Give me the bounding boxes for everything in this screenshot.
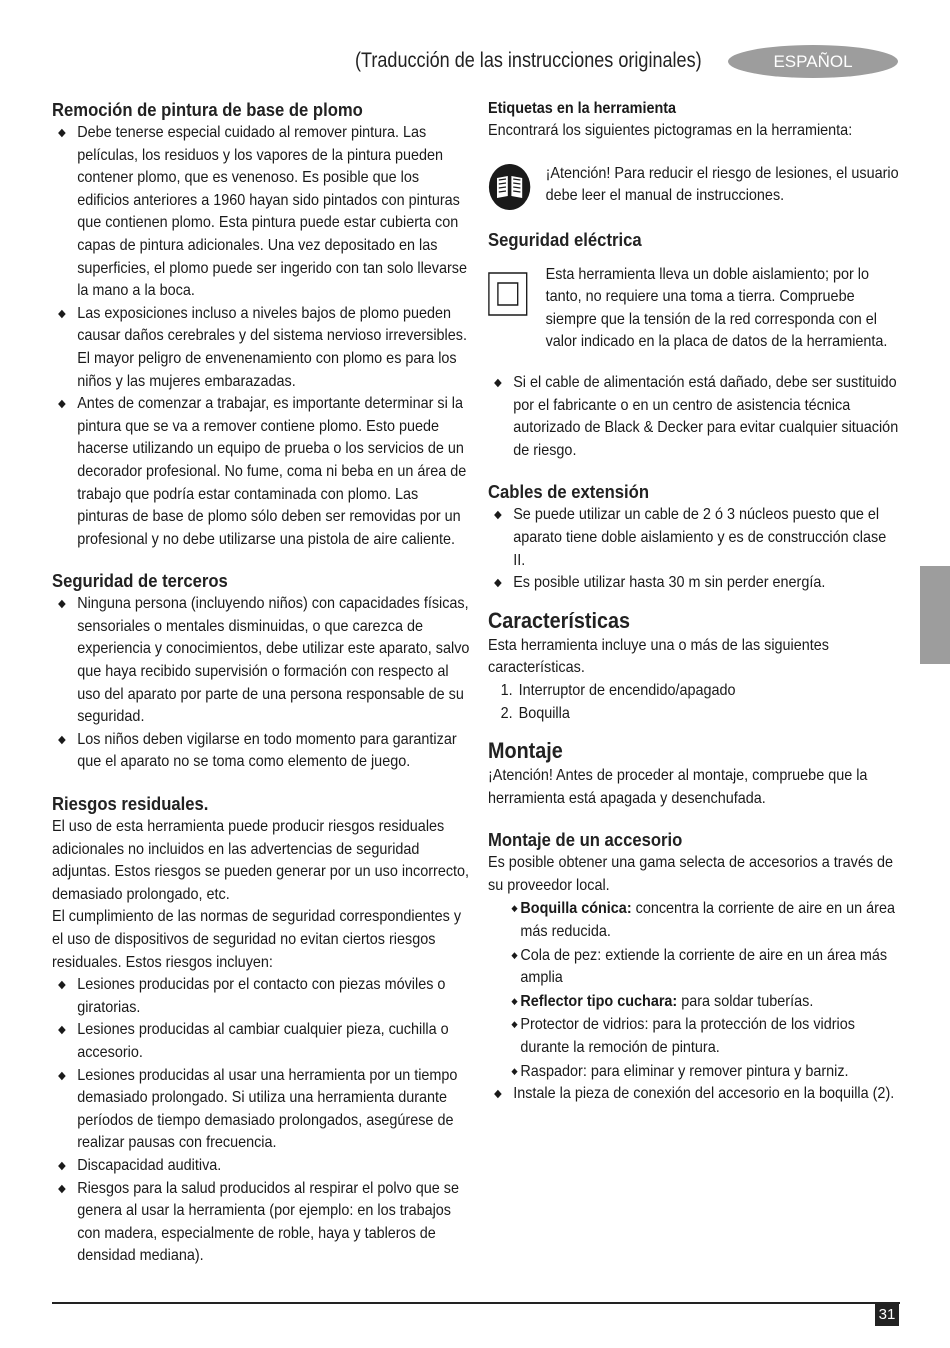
section-tab-marker	[920, 566, 950, 664]
list-item: Los niños deben vigilarse en todo momento para garantizar que el aparato no se toma como elemento de juego.	[52, 729, 471, 774]
section-heading-extension-cables: Cables de extensión	[488, 481, 650, 503]
list-item: Lesiones producidas al cambiar cualquier pieza, cuchilla o accesorio.	[52, 1019, 471, 1064]
section-heading-electrical-safety: Seguridad eléctrica	[488, 228, 642, 250]
list-item: ◆ Boquilla cónica: concentra la corriente de aire en un área más reducida.	[511, 900, 895, 941]
extension-list	[488, 504, 902, 594]
features-intro: Esta herramienta incluye una o más de las siguientes características.	[488, 636, 829, 677]
accessory-list	[488, 897, 902, 1083]
features-list	[488, 680, 902, 725]
third-party-list	[52, 593, 471, 774]
list-item: 2. Boquilla	[500, 704, 570, 722]
footer-rule	[52, 1302, 900, 1304]
list-item: Lesiones producidas al usar una herramienta por un tiempo demasiado prolongado. Si utiliza una herramienta durante períodos de tiempo demasiado prolongados, asegúrese de realizar pausas con frecuencia.	[52, 1065, 471, 1155]
read-manual-icon	[488, 163, 531, 211]
list-item: Riesgos para la salud producidos al respirar el polvo que se genera al usar la herramienta (por ejemplo: en los trabajos con madera, especialmente de roble, haya y tableros de densidad mediana).	[52, 1178, 471, 1268]
double-insulation-text: Esta herramienta lleva un doble aislamiento; por lo tanto, no requiere una toma a tierra. Compruebe siempre que la tensión de la red corresponda con el valor indicado en la placa de datos de la herramienta.	[545, 265, 888, 351]
electrical-list	[488, 372, 902, 462]
section-heading-features: Características	[488, 607, 631, 633]
list-item: ◆ Cola de pez: extiende la corriente de aire en un área más amplia	[511, 946, 888, 987]
list-item: Si el cable de alimentación está dañado, debe ser sustituido por el fabricante o en un centro de asistencia técnica autorizado de Black & Decker para evitar cualquier situación de riesgo.	[488, 372, 902, 462]
list-item: Debe tenerse especial cuidado al remover pintura. Las películas, los residuos y los vapores de la pintura pueden contener plomo, que es venenoso. Es posible que los edificios anteriores a 1960 hayan sido pintados con pinturas que contienen plomo. Esta pintura puede estar cubierta con capas de pintura adicionales. Una vez depositado en las superficies, el plomo puede ser ingerido con tan solo llevarse la mano a la boca.	[52, 122, 471, 303]
list-item: Antes de comenzar a trabajar, es importante determinar si la pintura que se va a remover contiene plomo. Esto puede hacerse utilizando un equipo de prueba o los servicios de un decorador profesional. No fume, coma ni beba en un área de trabajo que podría estar contaminada con plomo. Las pinturas de base de plomo sólo deben ser removidas por un profesional y no debe utilizarse una pistola de aire caliente.	[52, 393, 471, 551]
page-number: 31	[875, 1304, 899, 1326]
section-heading-tool-labels: Etiquetas en la herramienta	[488, 100, 677, 117]
double-insulation-icon	[488, 272, 528, 316]
left-column	[52, 98, 472, 1268]
right-column	[488, 98, 902, 1106]
accessory-intro: Es posible obtener una gama selecta de accesorios a través de su proveedor local.	[488, 854, 894, 894]
section-heading-residual-risks: Riesgos residuales.	[52, 793, 209, 815]
lead-paint-list	[52, 122, 471, 551]
list-item: Es posible utilizar hasta 30 m sin perder energía.	[488, 572, 902, 595]
document-title: (Traducción de las instrucciones originales)	[355, 49, 702, 72]
list-item: Lesiones producidas por el contacto con piezas móviles o giratorias.	[52, 974, 471, 1019]
section-heading-assembly: Montaje	[488, 738, 563, 764]
list-item: Discapacidad auditiva.	[52, 1155, 471, 1178]
assembly-warning: ¡Atención! Antes de proceder al montaje, compruebe que la herramienta está apagada y desenchufada.	[488, 767, 868, 807]
list-item: Las exposiciones incluso a niveles bajos de plomo pueden causar daños cerebrales y del sistema nervioso irreversibles. El mayor peligro de envenenamiento con plomo es para los niños y las mujeres embarazadas.	[52, 303, 471, 393]
section-heading-third-party: Seguridad de terceros	[52, 570, 228, 592]
tool-labels-intro: Encontrará los siguientes pictogramas en la herramienta:	[488, 122, 853, 139]
residual-paragraph-1: El uso de esta herramienta puede producir riesgos residuales adicionales no incluidos en las advertencias de seguridad adjuntas. Estos riesgos se pueden generar por un uso incorrecto, demasiado prolongado, etc.	[52, 818, 470, 903]
list-item: ◆ Protector de vidrios: para la protección de los vidrios durante la remoción de pintura.	[511, 1016, 855, 1057]
read-manual-warning: ¡Atención! Para reducir el riesgo de lesiones, el usuario debe leer el manual de instrucciones.	[545, 164, 899, 205]
list-item: Ninguna persona (incluyendo niños) con capacidades físicas, sensoriales o mentales disminuidas, o que carezca de experiencia y conocimientos, debe utilizar este aparato, salvo que haya recibido supervisión o formación con respecto al uso del aparato por parte de una persona responsable de su seguridad.	[52, 593, 471, 729]
residual-paragraph-2: El cumplimiento de las normas de seguridad correspondientes y el uso de dispositivos de seguridad no evitan ciertos riesgos residuales. Estos riesgos incluyen:	[52, 908, 462, 971]
residual-risks-list	[52, 974, 471, 1268]
list-item: 1. Interruptor de encendido/apagado	[500, 681, 736, 699]
language-badge: ESPAÑOL	[728, 45, 898, 78]
section-heading-lead-paint: Remoción de pintura de base de plomo	[52, 99, 363, 120]
section-heading-accessory: Montaje de un accesorio	[488, 829, 683, 851]
list-item: Se puede utilizar un cable de 2 ó 3 núcleos puesto que el aparato tiene doble aislamiento y es de construcción clase II.	[488, 504, 902, 572]
list-item: ◆ Reflector tipo cuchara: para soldar tuberías.	[511, 992, 814, 1010]
list-item: Instale la pieza de conexión del accesorio en la boquilla (2).	[488, 1083, 902, 1106]
list-item: ◆ Raspador: para eliminar y remover pintura y barniz.	[511, 1062, 849, 1080]
accessory-final-list	[488, 1083, 902, 1106]
